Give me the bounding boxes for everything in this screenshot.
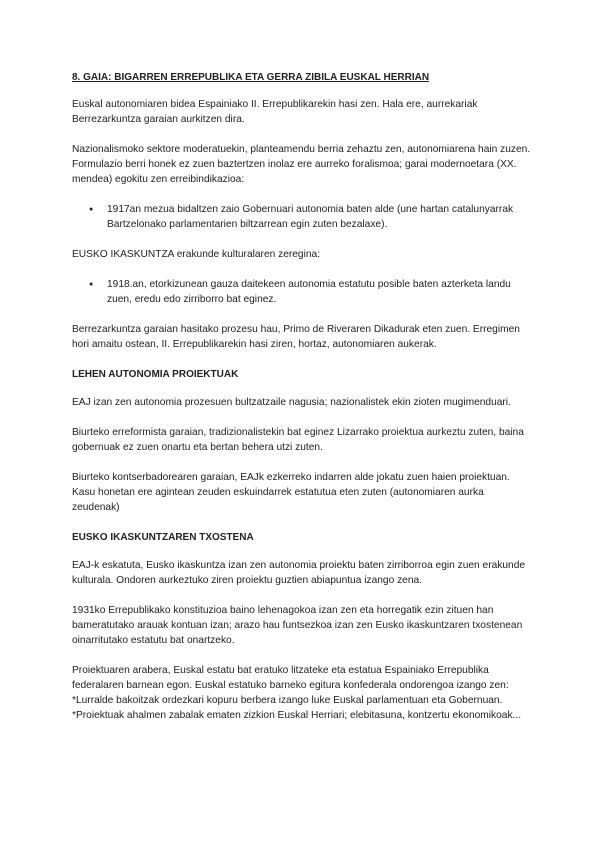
section2-paragraph-1: EAJ-k eskatuta, Eusko ikaskuntza izan zen autonomia proiektu baten zirriborroa egin zuen erakunde kulturala. Ondoren aurkeztuko ziren proiektu guztien abiapuntua izango zena. (72, 560, 526, 586)
document-title: 8. GAIA: BIGARREN ERREPUBLIKA ETA GERRA ZIBILA EUSKAL HERRIAN (72, 72, 430, 83)
section1-paragraph-2: Biurteko erreformista garaian, tradizionalistekin bat eginez Lizarrako proiektua aurkeztu zuten, baina gobernuak ez zuen onartu eta bertan behera utzi zuten. (72, 427, 524, 453)
section-heading-eusko-ikaskuntza: EUSKO IKASKUNTZAREN TXOSTENA (72, 532, 254, 543)
intro-paragraph-3: Berrezarkuntza garaian hasitako prozesu hau, Primo de Riveraren Dikadurak eten zuen. Erregimen hori amaitu ostean, II. Errepublikarekin hasi ziren, hortaz, autonomiaren aukerak. (72, 324, 520, 350)
bullet-item-1918: ● 1918.an, etorkizunean gauza daitekeen autonomia estatutu posible baten azterketa landu zuen, eredu edo zirriborro bat eginez. (107, 277, 532, 307)
bullet-list-1 (72, 202, 532, 232)
intro-paragraph-2: Nazionalismoko sektore moderatuekin, planteamendu berria zehaztu zen, autonomiarena hain zuzen. Formulazio berri honek ez zuen baztertzen inolaz ere aurreko foralismoa; garai modernoetara (XX. mendea) egokitu zen erreibindikazioa: (72, 144, 531, 185)
document-page (72, 70, 532, 738)
bullet-item-1917: ● 1917an mezua bidaltzen zaio Gobernuari autonomia baten alde (une hartan catalunyarrak Bartzelonako parlamentarien biltzarrean egin zuten bezalaxe). (107, 202, 532, 232)
section2-list-item-2: *Proiektuak ahalmen zabalak ematen zizkion Euskal Herriari; elebitasuna, kontzertu ekonomikoak... (72, 710, 522, 721)
eusko-ikaskuntza-intro: EUSKO IKASKUNTZA erakunde kulturalaren zeregina: (72, 249, 321, 260)
section-heading-lehen-autonomia: LEHEN AUTONOMIA PROIEKTUAK (72, 369, 239, 380)
section1-paragraph-3: Biurteko kontserbadorearen garaian, EAJk ezkerreko indarren alde jokatu zuen haien proiektuan. Kasu honetan ere agintean zeuden eskuindarrek estatutua eten zuten (autonomiaren aurka zeudenak) (72, 472, 510, 513)
section2-paragraph-3 (72, 663, 532, 723)
section2-list-item-1: *Lurralde bakoitzak ordezkari kopuru berbera izango luke Euskal parlamentuan eta Gobernuan. (72, 695, 503, 706)
section2-paragraph-3-text: Proiektuaren arabera, Euskal estatu bat eratuko litzateke eta estatua Espainiako Errepublika federalaren barnean egon. Euskal estatuko barneko egitura konfederala ondorengoa izango zen: (72, 665, 509, 691)
intro-paragraph-1: Euskal autonomiaren bidea Espainiako II. Errepublikarekin hasi zen. Hala ere, aurrekariak Berrezarkuntza garaian aurkitzen dira. (72, 99, 478, 125)
section2-paragraph-2: 1931ko Errepublikako konstituzioa baino lehenagokoa izan zen eta horregatik ezin zituen han bameratutako arauak kontuan izan; arazo hau funtsezkoa izan zen Eusko ikaskuntzaren txostenean oinarritutako estatutu bat onartzeko. (72, 605, 523, 646)
bullet-list-2 (72, 277, 532, 307)
section1-paragraph-1: EAJ izan zen autonomia prozesuen bultzatzaile nagusia; nazionalistek ekin zioten mugimenduari. (72, 397, 511, 408)
